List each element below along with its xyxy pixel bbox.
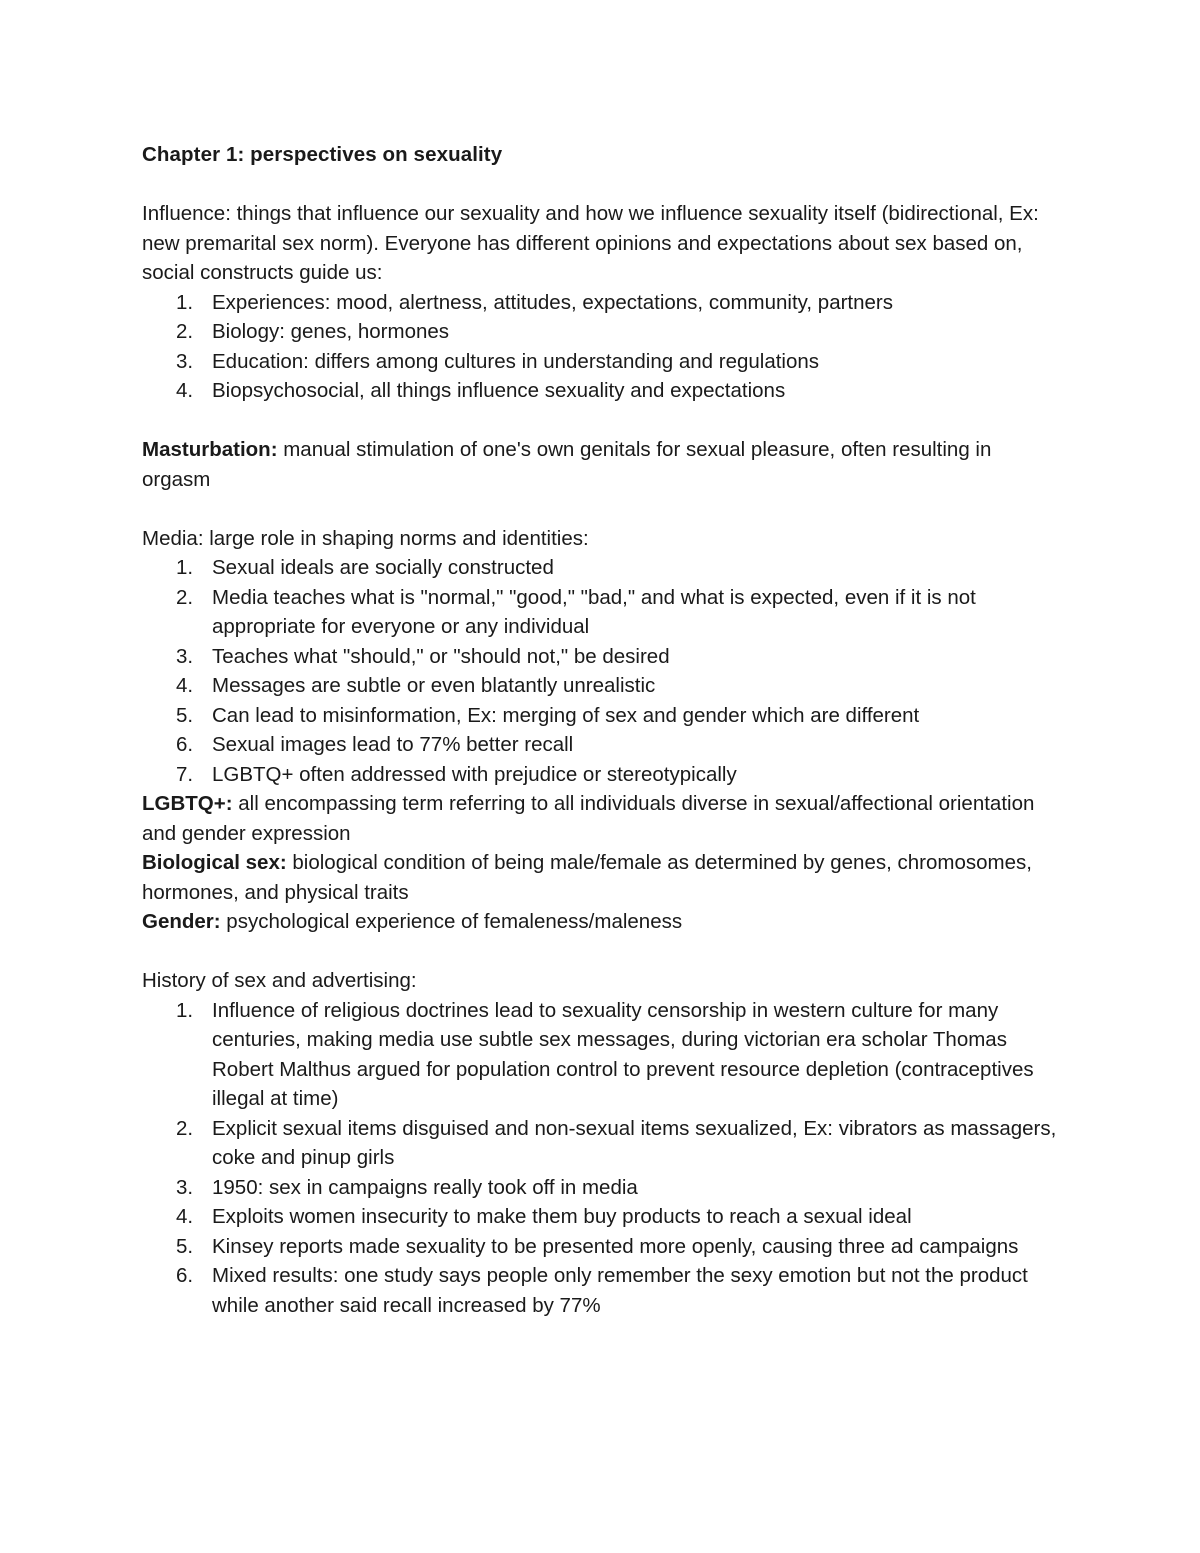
biological-sex-definition — [142, 848, 1062, 907]
list-item: 4. Exploits women insecurity to make them buy products to reach a sexual ideal — [176, 1205, 912, 1228]
list-item: 3. Education: differs among cultures in understanding and regulations — [176, 349, 820, 373]
list-item: 7. LGBTQ+ often addressed with prejudice or stereotypically — [176, 762, 737, 786]
influence-paragraph: Influence: things that influence our sexuality and how we influence sexuality itself (bidirectional, Ex: new premarital sex norm). Everyone has different opinions and expectations about sex based on, social constructs guide us: — [142, 202, 1039, 284]
list-item: 4. Messages are subtle or even blatantly unrealistic — [176, 674, 656, 697]
definition-term: Masturbation: — [142, 438, 278, 461]
history-paragraph: History of sex and advertising: — [142, 969, 417, 992]
gender-definition — [142, 907, 1062, 937]
list-item: 1. Experiences: mood, alertness, attitudes, expectations, community, partners — [176, 290, 894, 314]
masturbation-definition — [142, 435, 1062, 494]
definition-term: LGBTQ+: — [142, 792, 233, 815]
chapter-title: Chapter 1: perspectives on sexuality — [142, 143, 503, 166]
list-item: 1. Sexual ideals are socially constructed — [176, 556, 554, 579]
list-item: 2. Media teaches what is "normal," "good," "bad," and what is expected, even if it is not appropriate for everyone or any individual — [176, 585, 976, 638]
definition-text: biological condition of being male/female as determined by genes, chromosomes, hormones, and physical traits — [142, 851, 1032, 904]
definition-text: psychological experience of femaleness/maleness — [220, 910, 683, 933]
list-item: 6. Sexual images lead to 77% better recall — [176, 733, 574, 756]
list-item: 2. Explicit sexual items disguised and non-sexual items sexualized, Ex: vibrators as massagers, coke and pinup girls — [176, 1116, 1057, 1169]
definition-text: manual stimulation of one's own genitals for sexual pleasure, often resulting in orgasm — [142, 438, 992, 491]
spacer — [142, 494, 1062, 524]
list-item: 1. Influence of religious doctrines lead to sexuality censorship in western culture for many centuries, making media use subtle sex messages, during victorian era scholar Thomas Robert Malthus argued for population control to prevent resource depletion (contraceptives illegal at time) — [176, 998, 1034, 1110]
definition-term: Gender: — [142, 910, 221, 933]
list-item: 4. Biopsychosocial, all things influence sexuality and expectations — [176, 379, 786, 402]
document-content — [142, 140, 1062, 1320]
spacer — [142, 406, 1062, 436]
media-paragraph: Media: large role in shaping norms and identities: — [142, 526, 589, 550]
definition-text: all encompassing term referring to all individuals diverse in sexual/affectional orientation and gender expression — [142, 792, 1035, 845]
media-list — [142, 553, 1062, 789]
lgbtq-definition — [142, 789, 1062, 848]
spacer — [142, 937, 1062, 967]
list-item: 6. Mixed results: one study says people only remember the sexy emotion but not the product while another said recall increased by 77% — [176, 1264, 1028, 1317]
list-item: 3. 1950: sex in campaigns really took off in media — [176, 1175, 638, 1199]
history-list — [142, 996, 1062, 1321]
spacer — [142, 170, 1062, 200]
definition-term: Biological sex: — [142, 851, 287, 874]
influence-list — [142, 288, 1062, 406]
list-item: 2. Biology: genes, hormones — [176, 320, 450, 343]
list-item: 3. Teaches what "should," or "should not," be desired — [176, 644, 670, 668]
list-item: 5. Can lead to misinformation, Ex: merging of sex and gender which are different — [176, 703, 920, 727]
list-item: 5. Kinsey reports made sexuality to be presented more openly, causing three ad campaigns — [176, 1234, 1019, 1258]
